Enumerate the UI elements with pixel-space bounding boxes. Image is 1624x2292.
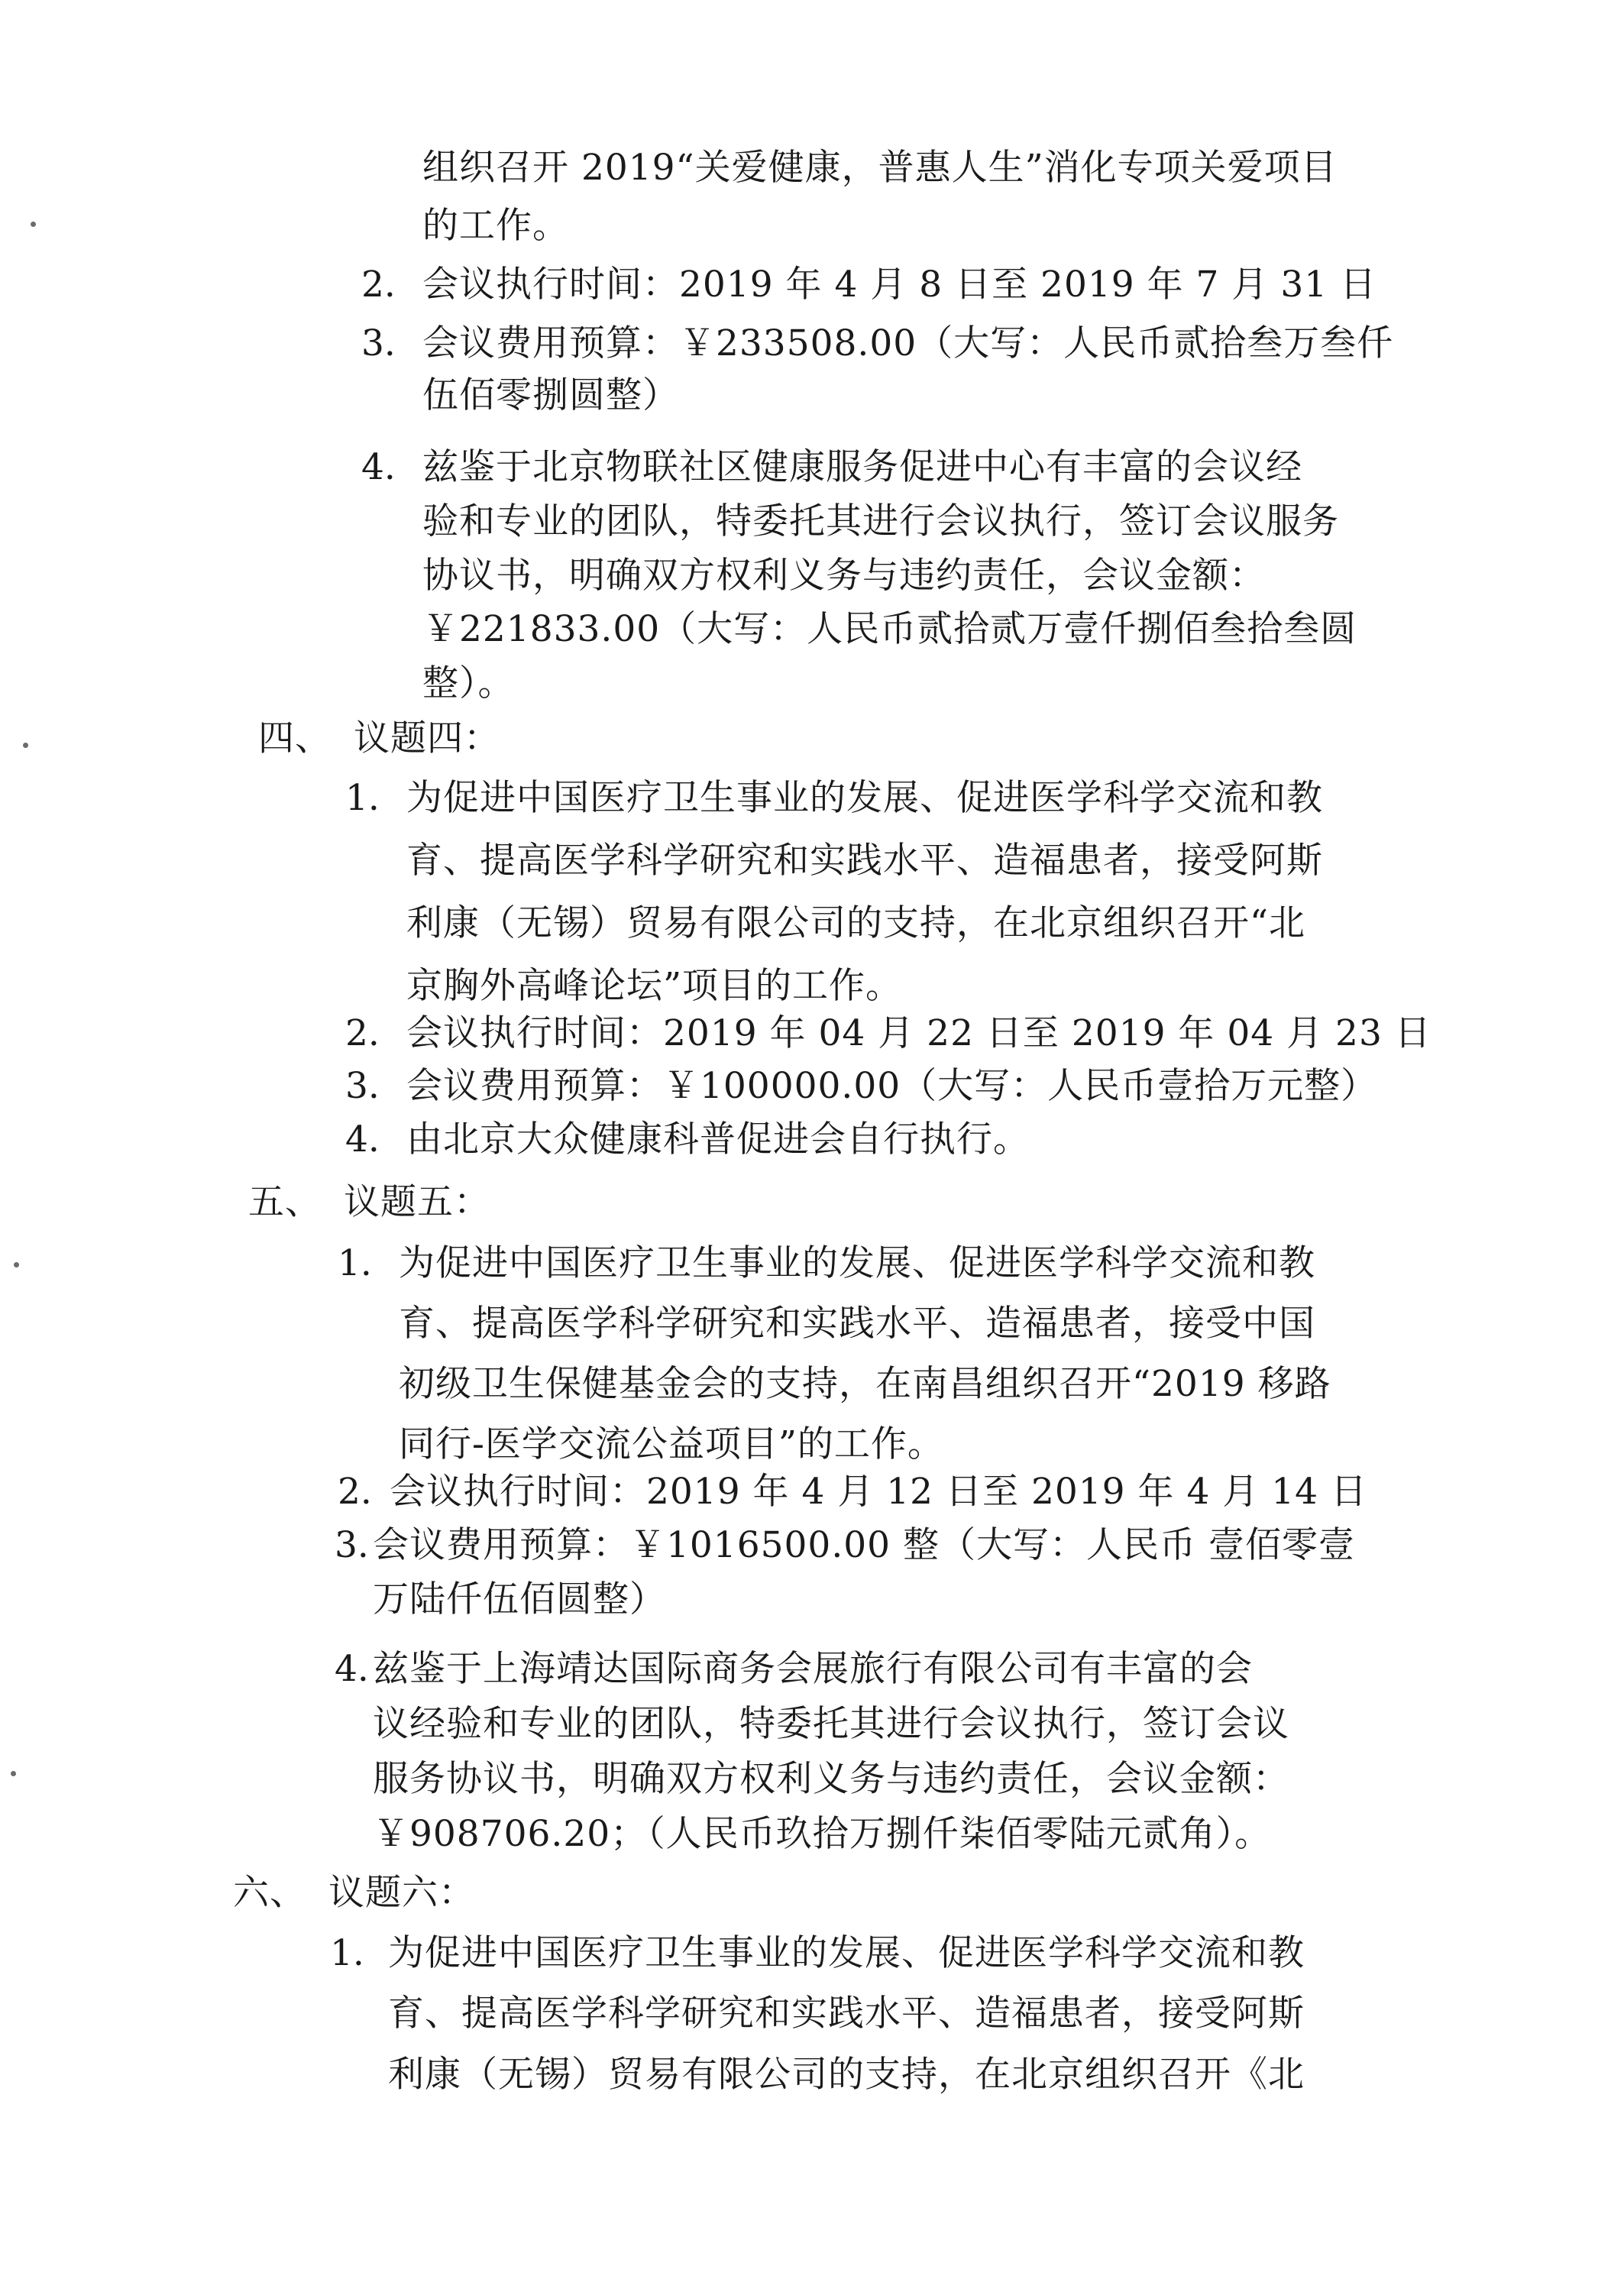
text-line: 兹鉴于北京物联社区健康服务促进中心有丰富的会议经 bbox=[422, 446, 1302, 488]
text-line: 初级卫生保健基金会的支持，在南昌组织召开“2019 移路 bbox=[399, 1363, 1331, 1405]
item-number: 2. bbox=[338, 1471, 372, 1513]
text-line: 会议执行时间：2019 年 04 月 22 日至 2019 年 04 月 23 日 bbox=[406, 1012, 1432, 1054]
section-title: 议题五： bbox=[344, 1181, 490, 1223]
text-line: 育、提高医学科学研究和实践水平、造福患者，接受阿斯 bbox=[406, 840, 1323, 882]
text-line: 协议书，明确双方权利义务与违约责任，会议金额： bbox=[422, 555, 1266, 597]
text-line: 同行-医学交流公益项目”的工作。 bbox=[399, 1423, 944, 1465]
section-number: 四、 bbox=[258, 717, 332, 759]
text-line: 为促进中国医疗卫生事业的发展、促进医学科学交流和教 bbox=[399, 1242, 1315, 1284]
margin-dot bbox=[31, 222, 36, 227]
text-line: 组织召开 2019“关爱健康，普惠人生”消化专项关爱项目 bbox=[422, 147, 1338, 189]
text-line: 验和专业的团队，特委托其进行会议执行，签订会议服务 bbox=[422, 500, 1339, 542]
section-number: 六、 bbox=[233, 1872, 306, 1914]
text-line: 会议执行时间：2019 年 4 月 12 日至 2019 年 4 月 14 日 bbox=[390, 1471, 1367, 1513]
margin-dot bbox=[23, 743, 28, 748]
text-line: 整）。 bbox=[422, 662, 515, 704]
item-number: 4. bbox=[361, 446, 396, 488]
item-number: 2. bbox=[361, 264, 396, 306]
text-line: 京胸外高峰论坛”项目的工作。 bbox=[406, 965, 903, 1007]
item-number: 2. bbox=[345, 1012, 380, 1054]
item-number: 3. bbox=[361, 322, 396, 364]
text-line: 利康（无锡）贸易有限公司的支持，在北京组织召开“北 bbox=[406, 902, 1306, 944]
text-line: 育、提高医学科学研究和实践水平、造福患者，接受中国 bbox=[399, 1303, 1315, 1345]
text-line: 的工作。 bbox=[422, 205, 569, 247]
item-number: 3. bbox=[335, 1524, 369, 1566]
text-line: 会议费用预算：￥233508.00（大写：人民币贰拾叁万叁仟 bbox=[422, 322, 1394, 364]
text-line: 会议费用预算：￥100000.00（大写：人民币壹拾万元整） bbox=[406, 1065, 1378, 1107]
item-number: 3. bbox=[345, 1065, 380, 1107]
section-number: 五、 bbox=[248, 1181, 322, 1223]
item-number: 1. bbox=[345, 777, 380, 819]
text-line: ￥908706.20；（人民币玖拾万捌仟柒佰零陆元贰角）。 bbox=[373, 1813, 1272, 1855]
section-title: 议题四： bbox=[354, 717, 500, 759]
text-line: 万陆仟伍佰圆整） bbox=[373, 1578, 666, 1620]
section-title: 议题六： bbox=[328, 1872, 475, 1914]
text-line: 由北京大众健康科普促进会自行执行。 bbox=[406, 1118, 1030, 1161]
text-line: 会议执行时间：2019 年 4 月 8 日至 2019 年 7 月 31 日 bbox=[422, 264, 1377, 306]
text-line: 兹鉴于上海靖达国际商务会展旅行有限公司有丰富的会 bbox=[373, 1648, 1253, 1690]
margin-dot bbox=[11, 1771, 16, 1776]
text-line: 会议费用预算：￥1016500.00 整（大写：人民币 壹佰零壹 bbox=[373, 1524, 1355, 1566]
text-line: 伍佰零捌圆整） bbox=[422, 374, 679, 416]
text-line: 服务协议书，明确双方权利义务与违约责任，会议金额： bbox=[373, 1758, 1289, 1800]
text-line: 为促进中国医疗卫生事业的发展、促进医学科学交流和教 bbox=[388, 1932, 1305, 1974]
margin-dot bbox=[14, 1262, 19, 1267]
text-line: ￥221833.00（大写：人民币贰拾贰万壹仟捌佰叁拾叁圆 bbox=[422, 608, 1357, 650]
item-number: 1. bbox=[330, 1932, 364, 1974]
text-line: 为促进中国医疗卫生事业的发展、促进医学科学交流和教 bbox=[406, 777, 1323, 819]
item-number: 1. bbox=[338, 1242, 372, 1284]
text-line: 议经验和专业的团队，特委托其进行会议执行，签订会议 bbox=[373, 1703, 1289, 1745]
text-line: 利康（无锡）贸易有限公司的支持，在北京组织召开《北 bbox=[388, 2054, 1305, 2096]
item-number: 4. bbox=[345, 1118, 380, 1161]
text-line: 育、提高医学科学研究和实践水平、造福患者，接受阿斯 bbox=[388, 1993, 1305, 2035]
item-number: 4. bbox=[335, 1648, 369, 1690]
